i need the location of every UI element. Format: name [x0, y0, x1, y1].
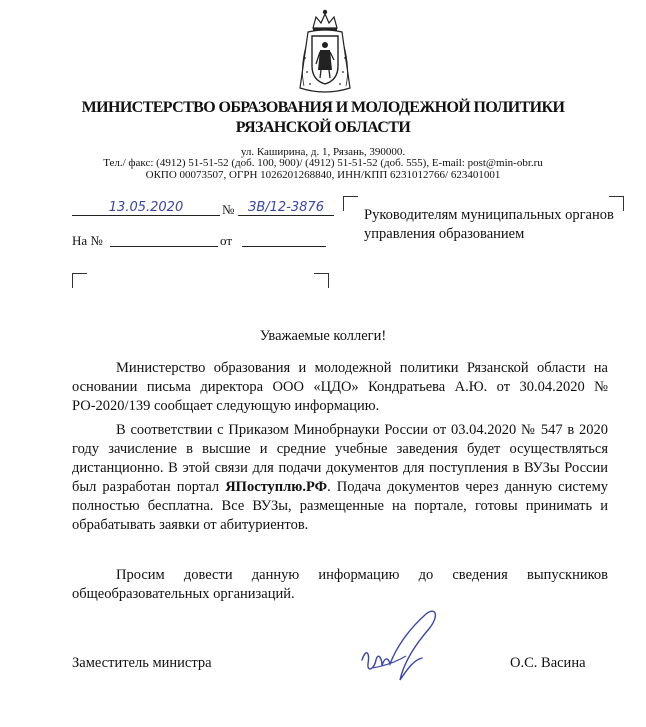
org-phones: Тел./ факс: (4912) 51-51-52 (доб. 100, 900)/ (4912) 51-51-52 (доб. 555), E-mail: post@min-obr.ru	[103, 157, 543, 169]
org-name-line2: РЯЗАНСКОЙ ОБЛАСТИ	[235, 119, 411, 136]
reference-date-label: от	[220, 233, 233, 248]
subject-corner-mark	[314, 273, 329, 288]
org-address: ул. Каширина, д. 1, Рязань, 390000.	[240, 146, 406, 158]
org-name-line1: МИНИСТЕРСТВО ОБРАЗОВАНИЯ И МОЛОДЕЖНОЙ ПОЛИТИКИ	[81, 99, 565, 116]
reference-number-line	[110, 246, 218, 247]
body-paragraph-1: Министерство образования и молодежной политики Рязанской области на основании письма директора ООО «ЦДО» Кондратьева А.Ю. от 30.04.2020 № РО-2020/139 сообщает следующую информацию.	[72, 360, 608, 414]
registration-number-label: №	[222, 202, 235, 217]
body-paragraph-3: Просим довести данную информацию до сведения выпускников общеобразовательных организаций.	[72, 567, 608, 602]
paragraph-2-text-after: . Подача документов через данную систему полностью бесплатна. Все ВУЗы, размещенные на портале, готовы принимать и обрабатывать заявки от абитуриентов.	[72, 479, 609, 533]
paragraph-2-text-before: В соответствии с Приказом Минобрнауки России от 03.04.2020 № 547 в 2020 году зачисление в высшие и средние учебные заведения будет осуществляться дистанционно. В этой связи для подачи документов для поступления в ВУЗы России был разработан портал	[72, 422, 608, 495]
registration-date: 13.05.2020	[72, 200, 220, 216]
reference-number-label: На №	[72, 233, 103, 248]
coat-of-arms-icon	[296, 8, 354, 94]
signer-title: Заместитель министра	[72, 655, 212, 671]
reference-date-line	[242, 246, 326, 247]
portal-name: ЯПоступлю.РФ	[225, 479, 328, 495]
body-paragraph-2	[72, 421, 608, 535]
registration-number: ЗВ/12-3876	[238, 200, 334, 216]
salutation: Уважаемые коллеги!	[259, 328, 387, 344]
org-codes: ОКПО 00073507, ОГРН 1026201268840, ИНН/КПП 6231012766/ 623401001	[145, 169, 501, 181]
addressee: Руководителям муниципальных органов управления образованием	[364, 207, 614, 242]
subject-corner-mark	[72, 273, 87, 288]
addressee-corner-mark	[343, 196, 358, 211]
handwritten-signature	[356, 608, 446, 688]
signer-name: О.С. Васина	[510, 655, 586, 671]
